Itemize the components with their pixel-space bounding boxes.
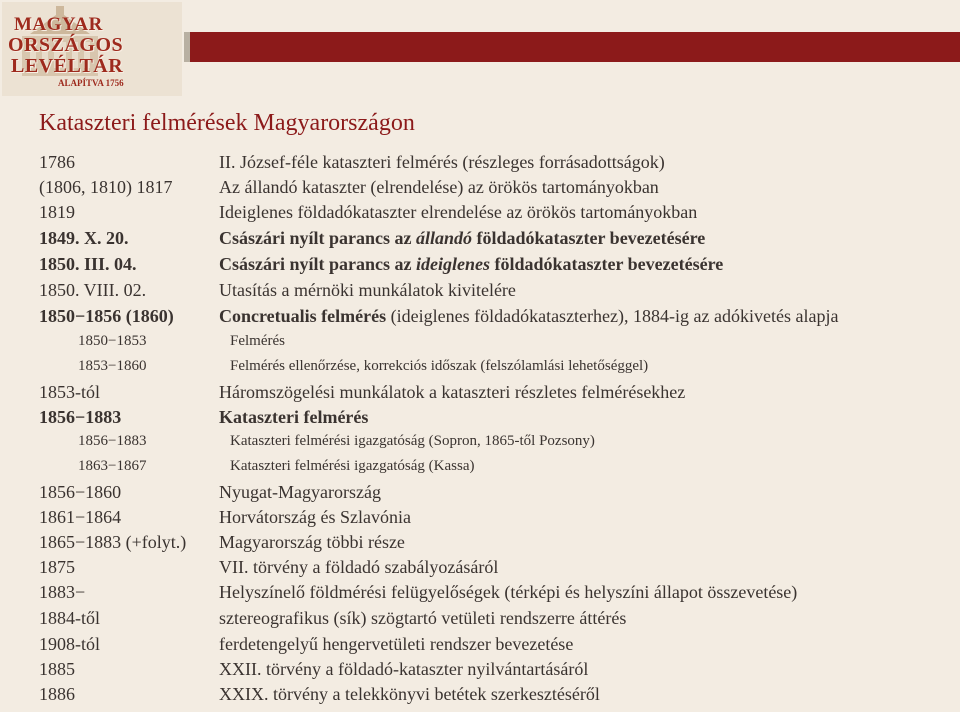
- row-date: 1885: [39, 659, 75, 679]
- header-bar-edge: [184, 32, 190, 62]
- row-date: 1853-tól: [39, 382, 100, 402]
- row-date: 1849. X. 20.: [39, 228, 129, 248]
- row-description-emphasis: állandó: [416, 228, 473, 248]
- row-description: Horvátország és Szlavónia: [219, 507, 411, 527]
- row-description-part: földadókataszter bevezetésére: [472, 228, 706, 248]
- row-date: 1908-tól: [39, 634, 100, 654]
- row-date: 1861−1864: [39, 507, 122, 527]
- row-date: 1850−1853: [78, 333, 147, 349]
- row-description: Az állandó kataszter (elrendelése) az örökös tartományokban: [219, 177, 659, 197]
- row-description: II. József-féle kataszteri felmérés (részleges forrásadottságok): [219, 152, 665, 172]
- row-description: Háromszögelési munkálatok a kataszteri részletes felmérésekhez: [219, 382, 686, 402]
- logo-established-text: ALAPÍTVA 1756: [58, 78, 124, 88]
- row-description: [219, 254, 723, 275]
- row-description: Utasítás a mérnöki munkálatok kivitelére: [219, 280, 516, 300]
- row-date: 1884-től: [39, 608, 100, 628]
- row-date: 1883−: [39, 582, 86, 602]
- row-description: [219, 228, 705, 249]
- row-date: 1853−1860: [78, 358, 147, 374]
- row-description-part: Concretualis felmérés: [219, 306, 387, 326]
- row-description: Felmérés: [230, 333, 285, 349]
- row-date: 1850−1856 (1860): [39, 306, 174, 326]
- logo-text-line-3: LEVÉLTÁR: [11, 55, 124, 77]
- row-description: ferdetengelyű hengervetületi rendszer bevezetése: [219, 634, 574, 654]
- header-bar: [184, 32, 960, 62]
- row-date: 1856−1883: [39, 407, 122, 427]
- row-date: 1863−1867: [78, 458, 147, 474]
- row-date: 1819: [39, 202, 75, 222]
- row-description: Felmérés ellenőrzése, korrekciós időszak (felszólamlási lehetőséggel): [230, 358, 649, 374]
- row-description-part: Császári nyílt parancs az: [219, 254, 416, 274]
- page-title: Kataszteri felmérések Magyarországon: [39, 110, 415, 136]
- row-date: 1786: [39, 152, 75, 172]
- row-description: XXII. törvény a földadó-kataszter nyilvántartásáról: [219, 659, 589, 679]
- archive-logo[interactable]: [2, 2, 182, 96]
- row-date: 1886: [39, 684, 75, 704]
- row-description: [219, 306, 838, 327]
- row-description: Helyszínelő földmérési felügyelőségek (térképi és helyszíni állapot összevetése): [219, 582, 798, 602]
- row-date: 1875: [39, 557, 75, 577]
- logo-text-line-1: MAGYAR: [14, 14, 103, 35]
- row-description: sztereografikus (sík) szögtartó vetületi rendszerre áttérés: [219, 608, 627, 628]
- row-date: (1806, 1810) 1817: [39, 177, 173, 197]
- logo-text-line-2: ORSZÁGOS: [8, 34, 124, 56]
- row-description: Kataszteri felmérési igazgatóság (Kassa): [230, 458, 475, 474]
- row-date: 1850. VIII. 02.: [39, 280, 147, 300]
- row-date: 1850. III. 04.: [39, 254, 137, 274]
- row-description: Magyarország többi része: [219, 532, 405, 552]
- row-date: 1856−1860: [39, 482, 122, 502]
- row-description: VII. törvény a földadó szabályozásáról: [219, 557, 499, 577]
- row-description-part: Császári nyílt parancs az: [219, 228, 416, 248]
- row-description: Ideiglenes földadókataszter elrendelése az örökös tartományokban: [219, 202, 698, 222]
- row-date: 1856−1883: [78, 433, 147, 449]
- row-description-part: (ideiglenes földadókataszterhez), 1884-ig az adókivetés alapja: [386, 306, 839, 326]
- row-description: Nyugat-Magyarország: [219, 482, 381, 502]
- row-description: Kataszteri felmérési igazgatóság (Sopron, 1865-től Pozsony): [230, 433, 595, 449]
- row-date: 1865−1883 (+folyt.): [39, 532, 187, 552]
- row-description-part: földadókataszter bevezetésére: [490, 254, 724, 274]
- row-description-emphasis: ideiglenes: [416, 254, 490, 274]
- row-description: Kataszteri felmérés: [219, 407, 369, 427]
- row-description: XXIX. törvény a telekkönyvi betétek szerkesztéséről: [219, 684, 600, 704]
